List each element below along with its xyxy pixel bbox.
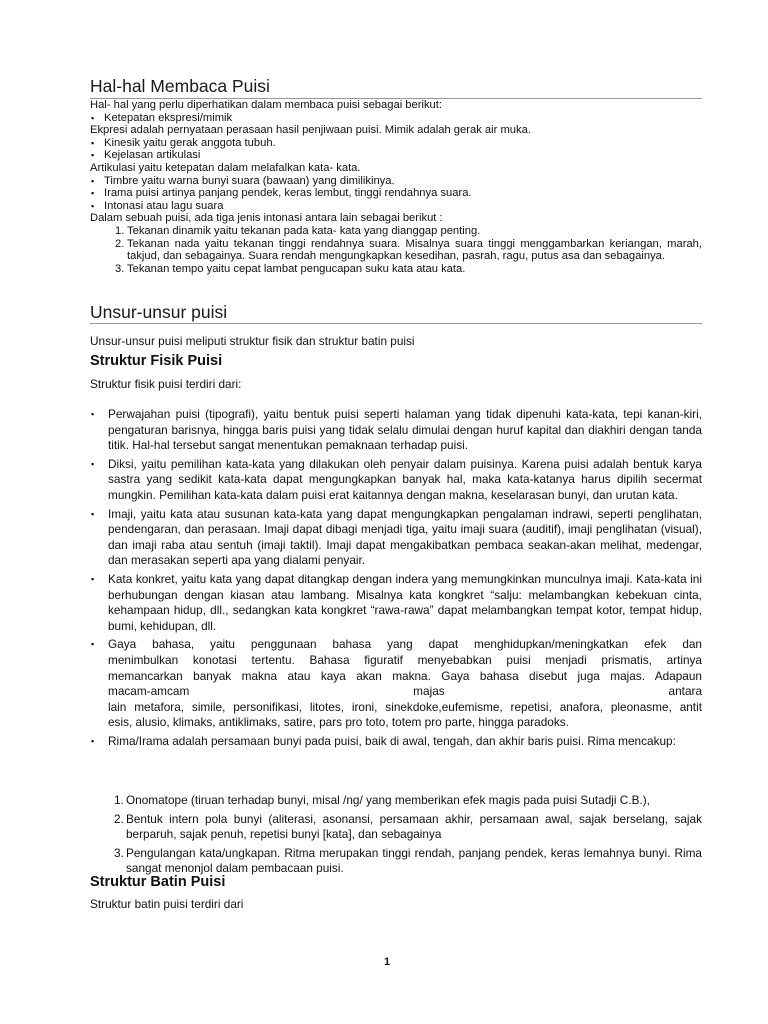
section-membaca-puisi (90, 99, 702, 275)
list-item: ▪ Kata konkret, yaitu kata yang dapat ditangkap dengan indera yang memungkinkan munculnya imaji. Kata-kata ini berhubungan dengan kiasan atau lambang. Misalnya kata kongkret “salju: melambangkan kebekuan cinta, kehampaan hidup, dll., sedangkan kata kongkret “rawa-rawa” dapat melambangkan tempat kotor, tempat hidup, bumi, kehidupan, dll. (90, 572, 702, 634)
list-item: ▪ Imaji, yaitu kata atau susunan kata-kata yang dapat mengungkapkan pengalaman indrawi, seperti penglihatan, pendengaran, dan perasaan. Imaji dapat dibagi menjadi tiga, yaitu imaji suara (auditif), imaji penglihatan (visual), dan imaji raba atau sentuh (imaji taktil). Imaji dapat mengakibatkan pembaca seakan-akan melihat, medengar, dan merasakan seperti apa yang dialami penyair. (90, 507, 702, 569)
unsur-intro: Unsur-unsur puisi meliputi struktur fisik dan struktur batin puisi (90, 334, 415, 348)
list-item-text: Pengulangan kata/ungkapan. Ritma merupakan tinggi rendah, panjang pendek, keras lemahnya bunyi. Rima sangat menonjol dalam pembacaan puisi. (126, 845, 702, 876)
subheading-struktur-fisik: Struktur Fisik Puisi (90, 353, 223, 369)
list-number: 3. (114, 845, 124, 860)
section-heading-unsur-puisi: Unsur-unsur puisi (90, 302, 228, 322)
list-number: 1. (115, 224, 125, 237)
heading-rule (90, 323, 702, 324)
list-item: ▪ Diksi, yaitu pemilihan kata-kata yang dilakukan oleh penyair dalam puisinya. Karena puisi adalah bentuk karya sastra yang sedikit kata-kata dapat mengungkapkan banyak hal, maka kata-katanya harus dipilih secermat mungkin. Pemilihan kata-kata dalam puisi erat kaitannya dengan makna, keselarasan bunyi, dan urutan kata. (90, 457, 702, 504)
text-line: menimbulkan konotasi tertentu. Bahasa figuratif menyebabkan puisi menjadi prismatis, artinya (108, 652, 702, 667)
subheading-struktur-batin: Struktur Batin Puisi (90, 874, 226, 890)
intro-text: Hal- hal yang perlu diperhatikan dalam membaca puisi sebagai berikut: (90, 99, 442, 111)
batin-intro: Struktur batin puisi terdiri dari (90, 897, 244, 911)
bullet-item: ▪ Timbre yaitu warna bunyi suara (bawaan) yang dimilikinya. (90, 175, 702, 188)
list-item (90, 263, 702, 276)
intonation-list (90, 225, 702, 275)
page-number: 1 (384, 956, 391, 968)
text-line: ▪ Gaya bahasa, yaitu penggunaan bahasa yang dapat menghidupkan/meningkatkan efek dan (108, 637, 702, 652)
list-number: 2. (114, 811, 124, 826)
rima-list (90, 793, 702, 880)
list-number: 2. (115, 237, 125, 250)
text-line: memancarkan banyak makna atau kaya akan makna. Gaya bahasa disebut juga majas. Adapaun (108, 668, 702, 683)
list-item-text: Onomatope (tiruan terhadap bunyi, misal /ng/ yang memberikan efek magis pada puisi Sutadji C.B.), (126, 793, 650, 807)
list-item-gaya-bahasa (90, 637, 702, 731)
text-line: macam-amcam majas antara (108, 684, 702, 699)
text-line: lain metafora, simile, personifikasi, litotes, ironi, sinekdoke,eufemisme, repetisi, anafora, pleonasme, antit (108, 699, 702, 714)
text-line: esis, alusio, klimaks, antiklimaks, satire, pars pro toto, totem pro parte, hingga paradoks. (108, 715, 569, 730)
list-item (90, 812, 702, 843)
section-heading-membaca-puisi: Hal-hal Membaca Puisi (90, 76, 270, 96)
bullet-item: ▪ Irama puisi artinya panjang pendek, keras lembut, tinggi rendahnya suara. (90, 187, 702, 200)
fisik-bullet-list (90, 407, 702, 752)
bullet-item: ▪ Ketepatan ekspresi/mimik (90, 112, 702, 125)
list-number: 1. (114, 793, 124, 807)
list-item (90, 793, 702, 809)
plain-text: Ekpresi adalah pernyataan perasaan hasil penjiwaan puisi. Mimik adalah gerak air muka. (90, 124, 531, 137)
bullet-item: ▪ Kejelasan artikulasi (90, 149, 702, 162)
list-item (90, 238, 702, 263)
list-item-text: Bentuk intern pola bunyi (aliterasi, asonansi, persamaan akhir, persamaan awal, sajak berselang, sajak berparuh, sajak penuh, repetisi bunyi [kata], dan sebagainya (126, 811, 702, 842)
list-item: ▪ Perwajahan puisi (tipografi), yaitu bentuk puisi seperti halaman yang tidak dipenuhi kata-kata, tepi kanan-kiri, pengaturan barisnya, hingga baris puisi yang tidak selalu dimulai dengan huruf kapital dan diakhiri dengan tanda titik. Hal-hal tersebut sangat menentukan pemaknaan terhadap puisi. (90, 407, 702, 454)
plain-text: Artikulasi yaitu ketepatan dalam melafalkan kata- kata. (90, 161, 361, 174)
plain-text: Dalam sebuah puisi, ada tiga jenis intonasi antara lain sebagai berikut : (90, 212, 443, 225)
list-item-text: Tekanan nada yaitu tekanan tinggi rendahnya suara. Misalnya suara tinggi menggambarkan keriangan, marah, takjud, dan sebagainya. Suara rendah mengungkapkan kesedihan, pasrah, ragu, putus asa dan sebagainya. (127, 237, 702, 263)
fisik-intro: Struktur fisik puisi terdiri dari: (90, 377, 242, 391)
list-item (90, 225, 702, 238)
list-item (90, 846, 702, 877)
list-number: 3. (115, 262, 125, 275)
bullet-item: ▪ Intonasi atau lagu suara (90, 200, 702, 213)
bullet-item: ▪ Kinesik yaitu gerak anggota tubuh. (90, 137, 702, 150)
list-item: ▪ Rima/Irama adalah persamaan bunyi pada puisi, baik di awal, tengah, dan akhir baris puisi. Rima mencakup: (90, 734, 702, 750)
list-item-text: Tekanan dinamik yaitu tekanan pada kata- kata yang dianggap penting. (127, 224, 481, 237)
list-item-text: Tekanan tempo yaitu cepat lambat pengucapan suku kata atau kata. (127, 262, 466, 275)
